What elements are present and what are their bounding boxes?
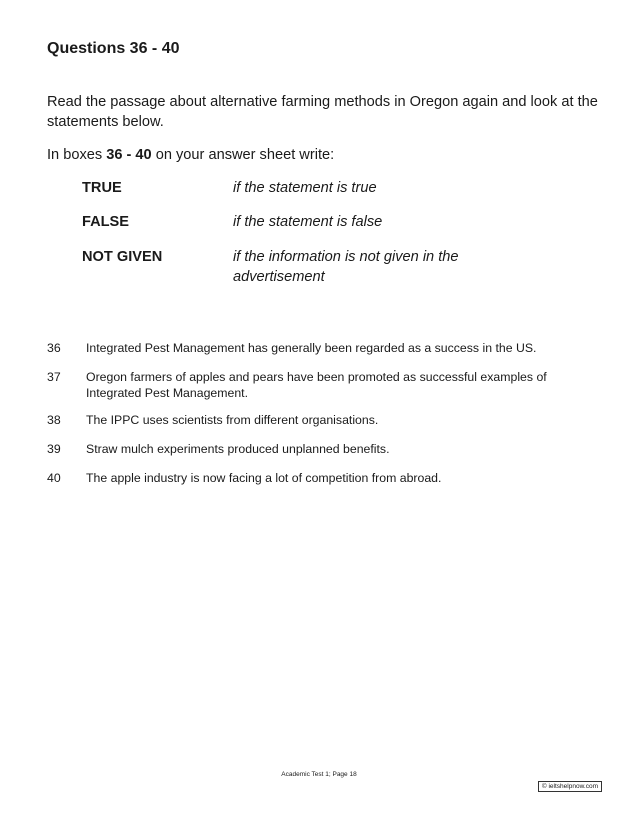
question-text: Oregon farmers of apples and pears have been promoted as successful examples of Integrated Pest Management.	[86, 370, 547, 400]
page-footer: Academic Test 1; Page 18	[281, 771, 357, 778]
question-number: 38	[47, 413, 61, 427]
instruction-prefix: In boxes	[47, 147, 107, 163]
key-definition: if the statement is true	[233, 180, 377, 196]
question-text: The apple industry is now facing a lot of competition from abroad.	[86, 471, 442, 485]
intro-paragraph: Read the passage about alternative farming methods in Oregon again and look at the statements below.	[47, 94, 598, 130]
key-definition: if the statement is false	[233, 214, 383, 230]
instruction-box-range: 36 - 40	[106, 147, 152, 163]
question-text: Straw mulch experiments produced unplanned benefits.	[86, 442, 390, 456]
question-number: 40	[47, 471, 61, 485]
key-term: TRUE	[82, 180, 122, 196]
key-definition: if the information is not given in the advertisement	[233, 249, 459, 285]
instruction-suffix: on your answer sheet write:	[151, 147, 335, 163]
key-term: FALSE	[82, 214, 130, 230]
question-text: Integrated Pest Management has generally been regarded as a success in the US.	[86, 341, 537, 355]
section-heading: Questions 36 - 40	[47, 40, 180, 57]
question-number: 36	[47, 341, 61, 355]
question-text: The IPPC uses scientists from different organisations.	[86, 413, 379, 427]
instruction-line	[47, 147, 334, 163]
key-term: NOT GIVEN	[82, 249, 163, 265]
copyright-notice: © ieltshelpnow.com	[538, 781, 602, 792]
question-number: 37	[47, 370, 61, 384]
question-number: 39	[47, 442, 61, 456]
